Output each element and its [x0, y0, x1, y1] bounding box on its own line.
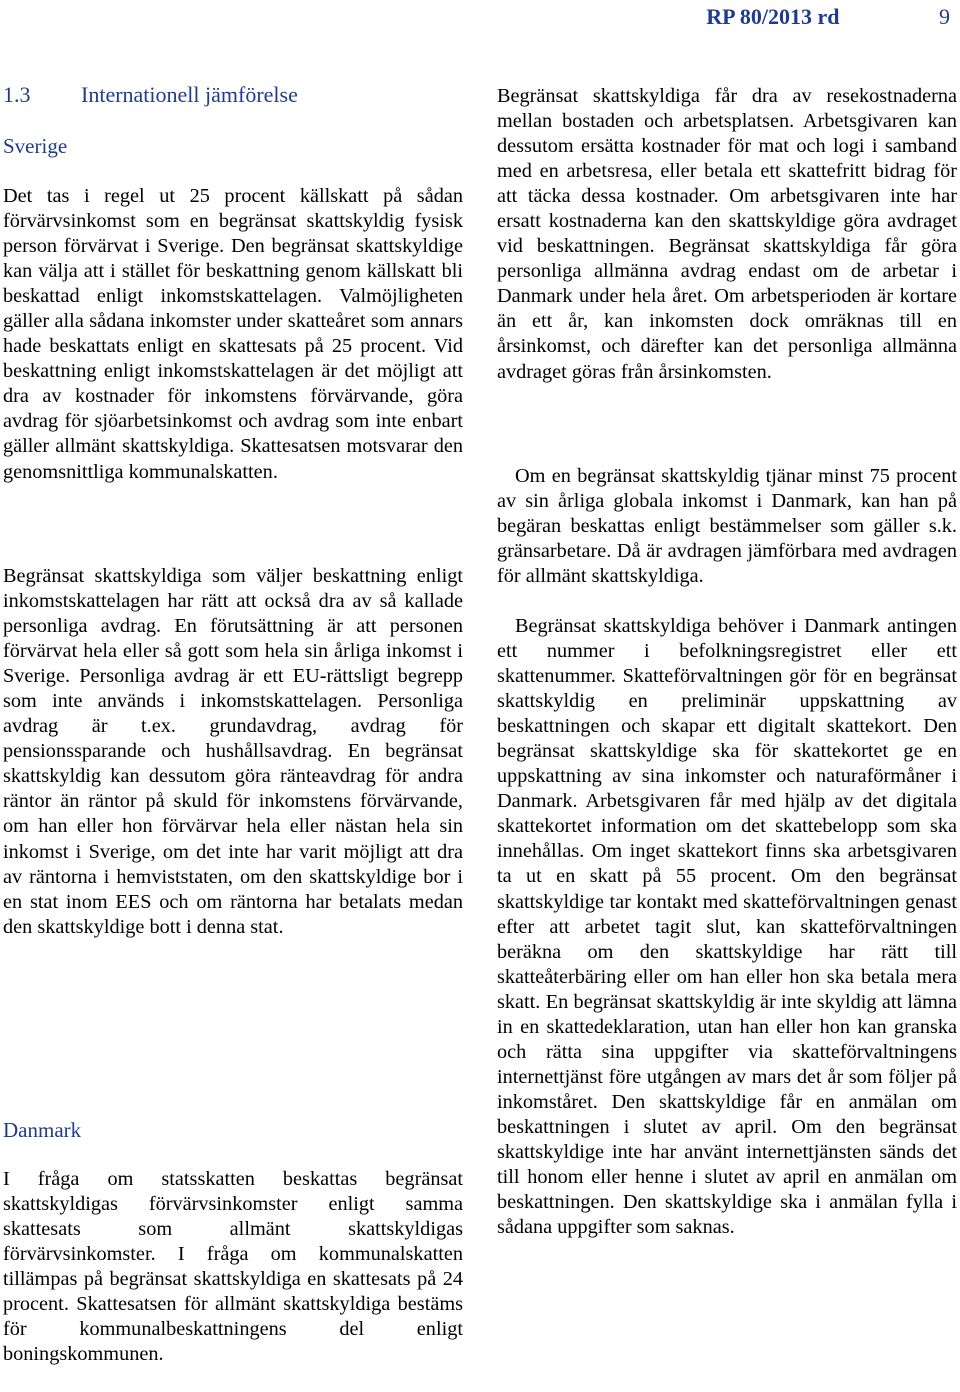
subheading-danmark: Danmark	[3, 1118, 82, 1142]
sverige-paragraph-1: Det tas i regel ut 25 procent källskatt på sådan förvärvsinkomst som en begränsat skattskyldig fysisk person förvärvat i Sverige. Den begränsat skattskyldige kan välja att i stället för beskattning genom källskatt bli beskattad enligt inkomstskattelagen. Valmöjligheten gäller alla sådana inkomster under skatteåret som annars hade beskattats enligt en skattesats på 25 procent. Vid beskattning enligt inkomstskattelagen är det möjligt att dra av kostnader för inkomstens förvärvande, göra avdrag för sjöarbetsinkomst och avdrag som inte enbart gäller allmänt skattskyldiga. Skattesatsen motsvarar den genomsnittliga kommunalskatten.	[3, 185, 463, 483]
sverige-paragraph-2: Begränsat skattskyldiga som väljer beskattning enligt inkomstskattelagen har rätt att också dra av så kallade personliga avdrag. En förutsättning är att personen förvärvat hela eller så gott som hela sin årliga inkomst i Sverige. Personliga avdrag är ett EU-rättsligt begrepp som inte används i inkomstskattelagen. Personliga avdrag är t.ex. grundavdrag, avdrag för pensionssparande och hushållsavdrag. En begränsat skattskyldig kan dessutom göra ränteavdrag för andra räntor än räntor på skuld för inkomstens förvärvande, om han eller hon förvärvar hela eller nästan hela sin inkomst i Sverige, om det inte har varit möjligt att dra av räntorna i hemviststaten, om den skattskyldige bor i en stat inom EES och om räntorna har betalats medan den skattskyldige bott i denna stat.	[3, 565, 463, 938]
subheading-sverige: Sverige	[3, 134, 68, 158]
right-paragraph-2: Om en begränsat skattskyldig tjänar minst 75 procent av sin årliga globala inkomst i Danmark, kan han på begäran beskattas enligt bestämmelser som gäller s.k. gränsarbetare. Då är avdragen jämförbara med avdragen för allmänt skattskyldiga.	[497, 465, 957, 588]
section-heading	[3, 82, 298, 108]
section-number: 1.3	[3, 82, 31, 107]
running-header	[390, 4, 950, 30]
right-paragraph-1: Begränsat skattskyldiga får dra av resekostnaderna mellan bostaden och arbetsplatsen. Arbetsgivaren kan dessutom ersätta kostnader för mat och logi i samband med en arbetsresa, eller betala ett skattefritt bidrag för att täcka dessa kostnader. Om arbetsgivaren inte har ersatt kostnaderna kan den skattskyldige göra avdraget vid beskattningen. Begränsat skattskyldiga får göra personliga allmänna avdrag endast om de arbetar i Danmark under hela året. Om arbetsperioden är kortare än ett år, kan inkomsten dock omräknas till en årsinkomst, och därefter kan det personliga allmänna avdraget göras från årsinkomsten.	[497, 85, 957, 383]
section-title: Internationell jämförelse	[81, 82, 298, 107]
page-number: 9	[939, 4, 950, 29]
danmark-paragraph-1: I fråga om statsskatten beskattas begränsat skattskyldigas förvärvsinkomster enligt samma skattesats som allmänt skattskyldigas förvärvsinkomster. I fråga om kommunalskatten tillämpas på begränsat skattskyldiga en skattesats på 24 procent. Skattesatsen för allmänt skattskyldiga bestäms för kommunalbeskattningens del enligt boningskommunen.	[3, 1168, 463, 1366]
document-id: RP 80/2013 rd	[706, 4, 840, 29]
right-paragraph-3: Begränsat skattskyldiga behöver i Danmark antingen ett nummer i befolkningsregistret eller ett skattenummer. Skatteförvaltningen gör för en begränsat skattskyldig en preliminär uppskattning av beskattningen och skapar ett digitalt skattekort. Den begränsat skattskyldige ska för skattekortet ge en uppskattning av sina inkomster och naturaförmåner i Danmark. Arbetsgivaren får med hjälp av det digitala skattekortet information om det skattebelopp som ska innehållas. Om inget skattekort finns ska arbetsgivaren ta ut en skatt på 55 procent. Om den begränsat skattskyldige tar kontakt med skatteförvaltningen genast efter att arbetet tagit slut, kan skatteförvaltningen beräkna om den skattskyldige har rätt till skatteåterbäring eller om han eller hon ska betala mera skatt. En begränsat skattskyldig är inte skyldig att lämna in en skattedeklaration, utan han eller hon kan granska och rätta sina uppgifter via skatteförvaltningens internettjänst före utgången av mars det år som följer på inkomståret. Den skattskyldige får en anmälan om beskattningen i slutet av april. Om den begränsat skattskyldige inte har använt internettjänsten sänds det till honom eller henne i slutet av april en anmälan om beskattningen. Den skattskyldige ska i anmälan fylla i sådana uppgifter som saknas.	[497, 615, 957, 1239]
